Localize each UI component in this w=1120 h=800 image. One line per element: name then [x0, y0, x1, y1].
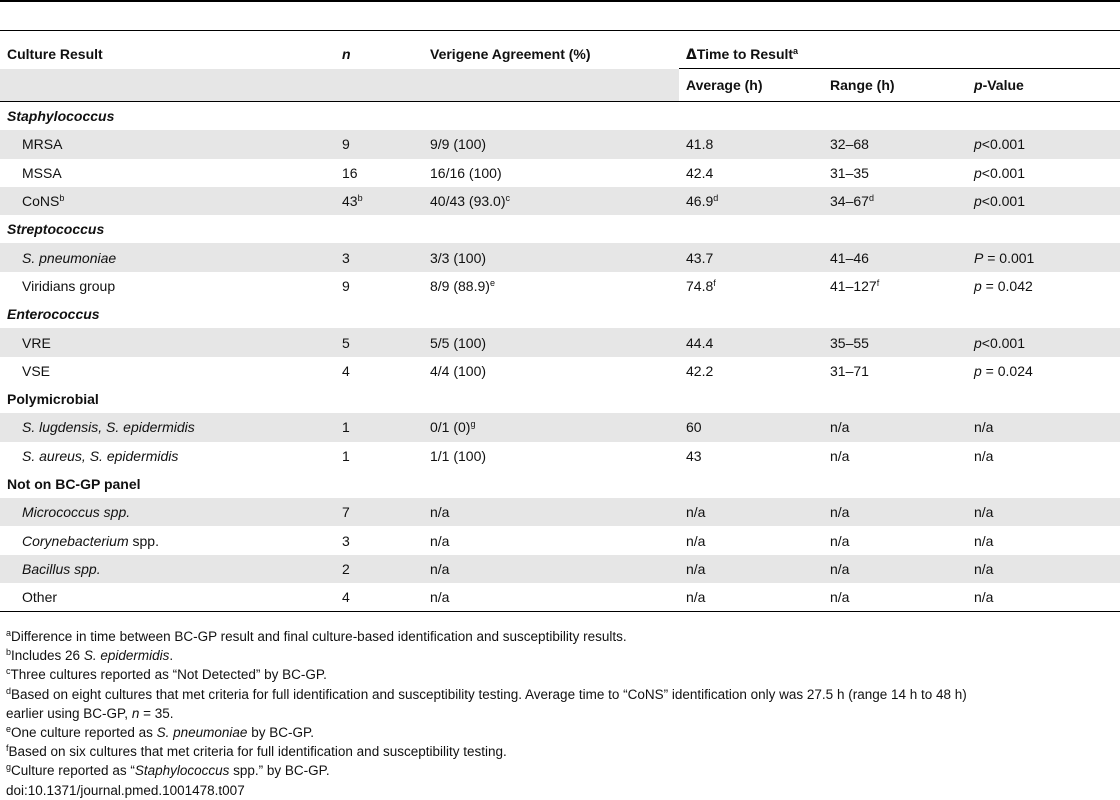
footnote-marker: g — [6, 762, 12, 773]
cell-culture-result: Corynebacterium spp. — [22, 532, 159, 549]
cell-range: n/a — [830, 447, 850, 464]
footnote-marker: e — [6, 724, 12, 735]
footnote-line: $^d$Based on eight cultures that met criteria for full identification and susceptibility testing. Average time to “CoNS” identification only was 27.5 h (range 14 h to 48 h) — [6, 685, 967, 702]
table-row — [0, 442, 1120, 470]
cell-n: 9 — [335, 130, 423, 158]
footnote-line: $^b$Includes 26 S. epidermidis. — [6, 647, 174, 664]
cell-n: 1 — [335, 413, 423, 441]
cell-p-value: n/a — [974, 447, 994, 464]
table-row — [0, 583, 1120, 612]
footnote-line: doi:10.1371/journal.pmed.1001478.t007 — [6, 782, 245, 798]
cell-p-value: p = 0.024 — [974, 362, 1033, 379]
cell-average: 43 — [686, 447, 702, 464]
group-label: Polymicrobial — [7, 391, 99, 408]
cell-average: 46.9$^d$ — [679, 187, 823, 215]
cell-culture-result: VSE — [22, 362, 51, 379]
cell-range: n/a — [830, 532, 850, 549]
table-top-rule — [0, 0, 1120, 2]
footnote-marker: c — [505, 193, 510, 204]
cell-n: 3 — [342, 532, 350, 549]
cell-culture-result: Micrococcus spp. — [0, 498, 335, 526]
group-label: Enterococcus — [7, 306, 100, 323]
cell-p-value: p<0.001 — [967, 328, 1120, 356]
footnotes — [6, 627, 1116, 800]
footnote-marker: d — [713, 193, 719, 204]
cell-range: 32–68 — [823, 130, 967, 158]
table-row — [0, 272, 1120, 300]
cell-n: 7 — [335, 498, 423, 526]
group-row — [0, 102, 1120, 131]
cell-agreement: 3/3 (100) — [423, 243, 679, 271]
cell-n: 4 — [335, 583, 423, 612]
footnote-line: $^e$One culture reported as S. pneumoniae by BC-GP. — [6, 724, 314, 741]
cell-average: n/a — [679, 498, 823, 526]
cell-culture-result: MSSA — [22, 164, 62, 181]
cell-range: n/a — [823, 498, 967, 526]
cell-average: 60 — [679, 413, 823, 441]
header-verigene-agreement: Verigene Agreement (%) — [430, 46, 591, 63]
footnote-marker: f — [713, 277, 716, 288]
footnote-marker: f — [6, 743, 9, 754]
footnote-marker: c — [6, 666, 11, 677]
footnote-line: $^f$Based on six cultures that met criteria for full identification and susceptibility testing. — [6, 743, 507, 760]
cell-p-value: p = 0.042 — [974, 277, 1033, 294]
cell-average: n/a — [686, 532, 706, 549]
group-label: Not on BC-GP panel — [7, 476, 141, 492]
cell-agreement: 16/16 (100) — [430, 164, 502, 181]
cell-p-value: n/a — [967, 555, 1120, 583]
table-row — [0, 243, 1120, 271]
cell-average: 74.8$^f$ — [686, 277, 716, 294]
cell-agreement: n/a — [423, 583, 679, 612]
cell-average: 42.2 — [686, 362, 714, 379]
footnote-marker: b — [59, 193, 65, 204]
cell-range: n/a — [823, 413, 967, 441]
cell-average: 44.4 — [679, 328, 823, 356]
table-header-rule — [0, 30, 1120, 31]
footnote-line: $^a$Difference in time between BC-GP result and final culture-based identification and susceptibility results. — [6, 628, 627, 644]
header-culture-result: Culture Result — [7, 46, 103, 63]
header-row-2 — [0, 69, 1120, 102]
cell-n: 43$^b$ — [335, 187, 423, 215]
cell-culture-result: Other — [0, 583, 335, 612]
cell-n: 16 — [342, 164, 358, 181]
cell-culture-result: Viridians group — [22, 277, 116, 294]
cell-average: 41.8 — [679, 130, 823, 158]
cell-n: 9 — [342, 277, 350, 294]
cell-agreement: 5/5 (100) — [423, 328, 679, 356]
header-average: Average (h) — [686, 77, 763, 93]
cell-range: 31–35 — [830, 164, 869, 181]
table-row — [0, 187, 1120, 215]
cell-p-value: n/a — [967, 498, 1120, 526]
cell-culture-result: VRE — [0, 328, 335, 356]
cell-agreement: 8/9 $(88.9)^e$ — [430, 277, 495, 294]
cell-average: 42.4 — [686, 164, 714, 181]
table-body — [0, 102, 1120, 612]
table-row — [0, 555, 1120, 583]
footnote-marker: a — [6, 628, 12, 638]
group-label: Staphylococcus — [7, 108, 115, 125]
footnote-marker: b — [6, 647, 12, 658]
header-row-1 — [0, 40, 1120, 69]
cell-n: 1 — [342, 447, 350, 464]
cell-range: n/a — [823, 583, 967, 612]
table-row — [0, 328, 1120, 356]
cell-p-value: n/a — [967, 583, 1120, 612]
footnote-marker: d — [6, 685, 12, 696]
group-row — [0, 300, 1120, 328]
cell-range: 34–67$^d$ — [823, 187, 967, 215]
cell-n: 5 — [335, 328, 423, 356]
group-label: Streptococcus — [7, 221, 105, 238]
cell-range: 31–71 — [830, 362, 869, 379]
table-row — [0, 526, 1120, 554]
cell-p-value: P = 0.001 — [967, 243, 1120, 271]
footnote-line: $^g$Culture reported as “Staphylococcus spp.” by BC-GP. — [6, 762, 330, 779]
footnote-line: $^c$Three cultures reported as “Not Detected” by BC-GP. — [6, 666, 327, 683]
header-time-to-result: ΔTime to Result$^a$ — [679, 40, 1120, 69]
cell-agreement: 0/1 $(0)^g$ — [423, 413, 679, 441]
cell-culture-result: S. pneumoniae — [0, 243, 335, 271]
footnote-line: earlier using BC-GP, n = 35. — [6, 705, 174, 721]
cell-p-value: p<0.001 — [967, 187, 1120, 215]
footnote-marker: f — [876, 277, 880, 288]
cell-range: 41–127$^f$ — [830, 277, 880, 294]
cell-p-value: n/a — [974, 532, 994, 549]
cell-culture-result: S. aureus, S. epidermidis — [22, 447, 179, 464]
header-n: n — [342, 46, 351, 63]
cell-agreement: 40/43 $(93.0)^c$ — [423, 187, 679, 215]
cell-culture-result: Bacillus spp. — [0, 555, 335, 583]
table-row — [0, 357, 1120, 385]
cell-n: 2 — [335, 555, 423, 583]
footnote-marker: g — [470, 419, 476, 430]
group-row — [0, 470, 1120, 498]
cell-culture-result: S. lugdensis, S. epidermidis — [0, 413, 335, 441]
cell-n: 4 — [342, 362, 350, 379]
cell-average: 43.7 — [679, 243, 823, 271]
cell-agreement: n/a — [423, 555, 679, 583]
results-table — [0, 40, 1120, 612]
group-row — [0, 215, 1120, 243]
cell-culture-result: CoNS$^b$ — [0, 187, 335, 215]
footnote-marker: b — [357, 193, 363, 204]
cell-agreement: n/a — [430, 532, 450, 549]
footnote-marker: e — [489, 277, 495, 288]
cell-culture-result: MRSA — [0, 130, 335, 158]
cell-agreement: 4/4 (100) — [430, 362, 487, 379]
cell-range: 41–46 — [823, 243, 967, 271]
cell-agreement: 1/1 (100) — [430, 447, 487, 464]
header-range: Range (h) — [830, 77, 895, 93]
table-row — [0, 413, 1120, 441]
cell-p-value: p<0.001 — [974, 164, 1026, 181]
table-row — [0, 159, 1120, 187]
cell-agreement: 9/9 (100) — [423, 130, 679, 158]
header-p-value: p-Value — [974, 77, 1024, 93]
footnote-marker: d — [868, 193, 874, 204]
cell-range: n/a — [823, 555, 967, 583]
cell-p-value: n/a — [967, 413, 1120, 441]
table-row — [0, 130, 1120, 158]
cell-range: 35–55 — [823, 328, 967, 356]
cell-n: 3 — [335, 243, 423, 271]
cell-agreement: n/a — [423, 498, 679, 526]
table-row — [0, 498, 1120, 526]
cell-average: n/a — [679, 583, 823, 612]
group-row — [0, 385, 1120, 413]
cell-average: n/a — [679, 555, 823, 583]
cell-p-value: p<0.001 — [967, 130, 1120, 158]
